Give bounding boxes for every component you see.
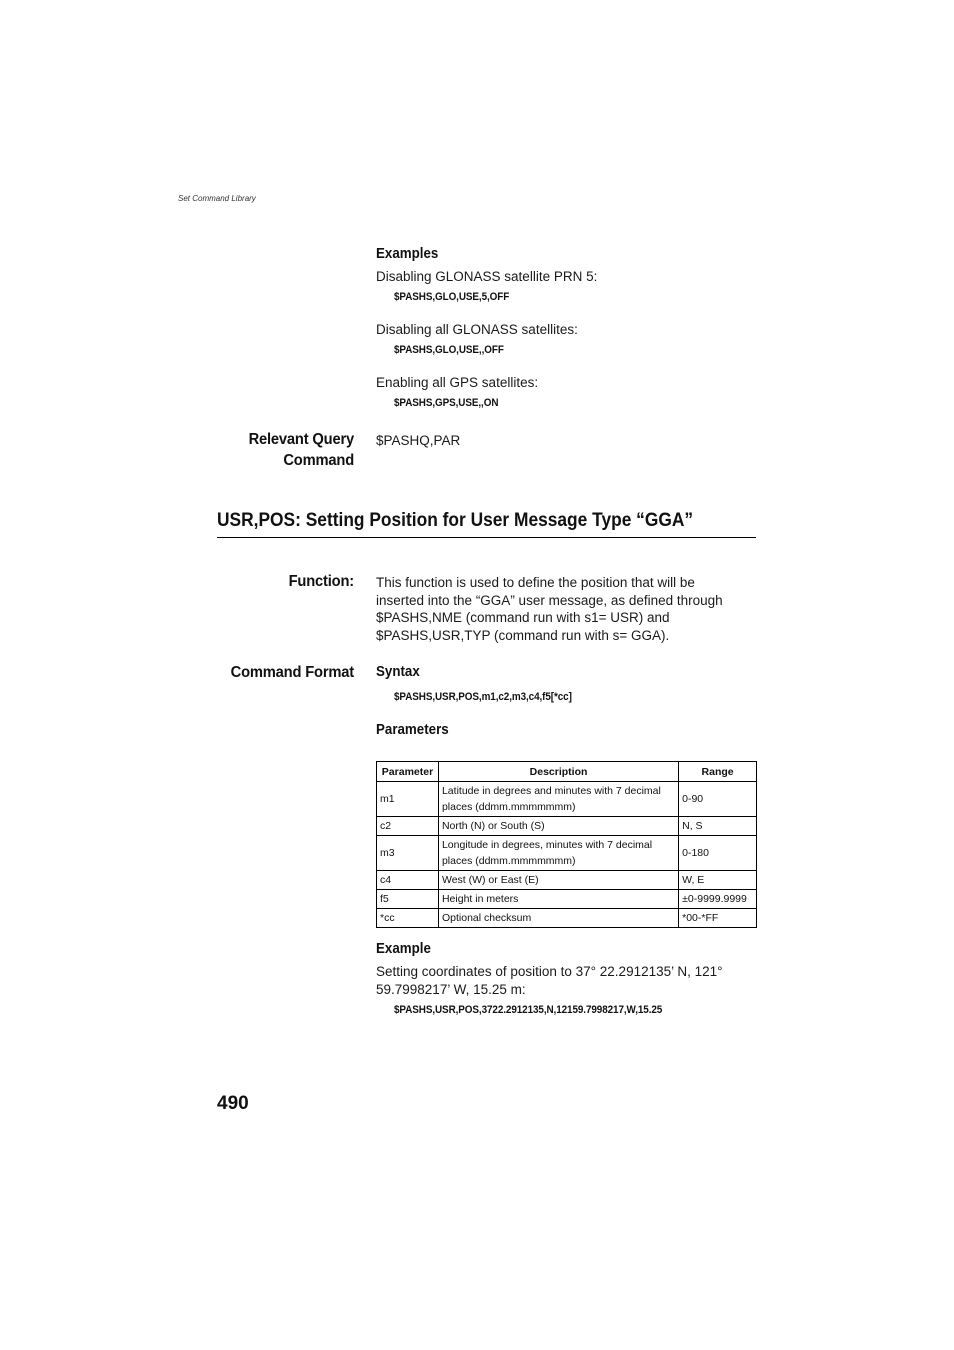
section-title-text: USR,POS: Setting Position for User Message Type “GGA” — [217, 509, 694, 531]
table-header-description: Description — [438, 762, 678, 782]
command-format-heading: Command Format — [230, 664, 354, 681]
function-heading: Function: — [288, 573, 354, 590]
examples-heading: Examples — [376, 246, 439, 262]
example-1-text: Disabling GLONASS satellite PRN 5: — [376, 269, 598, 284]
table-row — [377, 817, 757, 836]
example-code: $PASHS,USR,POS,3722.2912135,N,12159.7998217,W,15.25 — [394, 1004, 663, 1016]
relevant-query-heading-line2: Command — [283, 452, 354, 469]
table-cell-range: *00-*FF — [679, 909, 757, 928]
table-cell-parameter: m1 — [377, 782, 439, 817]
table-cell-range: W, E — [679, 871, 757, 890]
table-cell-description: Height in meters — [438, 890, 678, 909]
example-2-text: Disabling all GLONASS satellites: — [376, 322, 578, 337]
example-3-code: $PASHS,GPS,USE,,ON — [394, 397, 499, 409]
table-cell-parameter: c4 — [377, 871, 439, 890]
example-2-code: $PASHS,GLO,USE,,OFF — [394, 344, 504, 356]
table-row — [377, 871, 757, 890]
table-cell-range: 0-180 — [679, 836, 757, 871]
parameters-table — [376, 761, 757, 928]
syntax-heading: Syntax — [376, 664, 420, 680]
function-line-1: This function is used to define the position that will be — [376, 575, 695, 590]
parameters-heading: Parameters — [376, 722, 449, 738]
table-cell-description: West (W) or East (E) — [438, 871, 678, 890]
example-description — [376, 963, 723, 998]
example-line-2: 59.7998217’ W, 15.25 m: — [376, 981, 526, 997]
page-number: 490 — [217, 1093, 249, 1114]
example-heading: Example — [376, 941, 431, 957]
function-description — [376, 574, 723, 644]
example-line-1: Setting coordinates of position to 37° 22.2912135’ N, 121° — [376, 964, 723, 979]
table-cell-parameter: *cc — [377, 909, 439, 928]
section-title — [217, 509, 756, 538]
table-header-row — [377, 762, 757, 782]
running-head: Set Command Library — [178, 194, 256, 203]
table-header-range: Range — [679, 762, 757, 782]
table-cell-description: North (N) or South (S) — [438, 817, 678, 836]
table-cell-range: N, S — [679, 817, 757, 836]
table-row — [377, 909, 757, 928]
function-line-2: inserted into the “GGA” user message, as defined through — [376, 592, 723, 608]
example-1-code: $PASHS,GLO,USE,5,OFF — [394, 291, 510, 303]
table-cell-description: Optional checksum — [438, 909, 678, 928]
syntax-code: $PASHS,USR,POS,m1,c2,m3,c4,f5[*cc] — [394, 691, 572, 703]
function-line-4: $PASHS,USR,TYP (command run with s= GGA). — [376, 627, 670, 643]
relevant-query-heading — [188, 429, 354, 471]
table-header-parameter: Parameter — [377, 762, 439, 782]
table-cell-parameter: f5 — [377, 890, 439, 909]
example-3-text: Enabling all GPS satellites: — [376, 375, 539, 390]
table-row — [377, 836, 757, 871]
table-cell-range: ±0-9999.9999 — [679, 890, 757, 909]
table-cell-description: Latitude in degrees and minutes with 7 decimal places (ddmm.mmmmmmm) — [438, 782, 678, 817]
table-row — [377, 890, 757, 909]
table-cell-parameter: m3 — [377, 836, 439, 871]
relevant-query-heading-line1: Relevant Query — [248, 431, 354, 448]
function-line-3: $PASHS,NME (command run with s1= USR) and — [376, 610, 670, 625]
table-row — [377, 782, 757, 817]
table-cell-description: Longitude in degrees, minutes with 7 decimal places (ddmm.mmmmmmm) — [438, 836, 678, 871]
relevant-query-value: $PASHQ,PAR — [376, 433, 461, 448]
table-cell-range: 0-90 — [679, 782, 757, 817]
table-cell-parameter: c2 — [377, 817, 439, 836]
